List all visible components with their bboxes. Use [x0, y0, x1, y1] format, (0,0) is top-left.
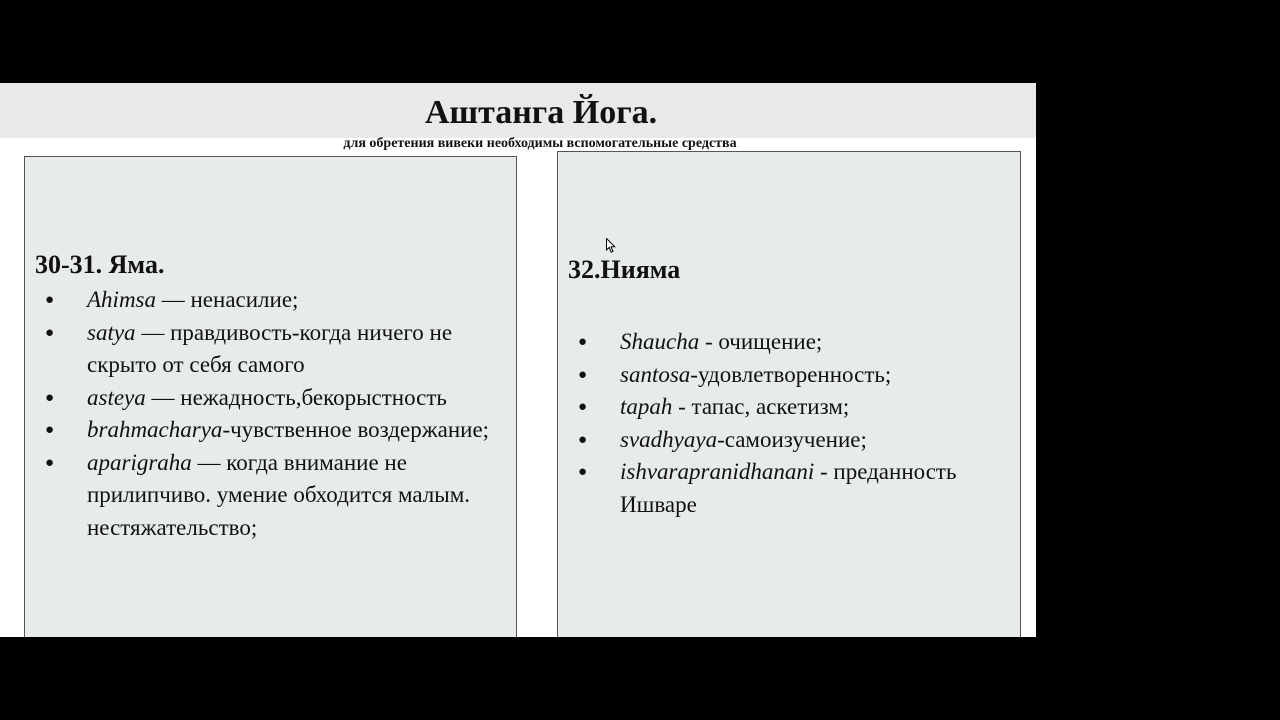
- item-term: svadhyaya: [620, 426, 718, 452]
- item-desc: - тапас, аскетизм;: [672, 394, 850, 419]
- list-item: [578, 424, 1020, 457]
- slide-title: Аштанга Йога.: [424, 94, 658, 131]
- list-item: [45, 414, 512, 447]
- item-term: Shaucha: [620, 329, 700, 354]
- bullet-icon: ●: [578, 366, 588, 383]
- item-term: brahmacharya: [87, 417, 223, 442]
- item-term: santosa: [620, 361, 691, 387]
- bullet-icon: ●: [45, 389, 55, 406]
- item-desc: - очищение;: [699, 329, 823, 354]
- item-desc: -удовлетворенность;: [690, 361, 892, 387]
- niyama-heading: 32.Нияма: [568, 255, 681, 284]
- list-item: [45, 447, 512, 545]
- bullet-icon: ●: [578, 464, 588, 480]
- list-item: [578, 326, 1020, 359]
- item-desc: — нежадность,бекорыстность: [145, 384, 447, 410]
- item-term: aparigraha: [87, 449, 192, 475]
- item-desc: — правдивость-когда ничего не скрыто от себя самого: [87, 319, 453, 377]
- bullet-icon: ●: [45, 292, 55, 308]
- niyama-list: [578, 326, 1020, 521]
- bullet-icon: ●: [578, 334, 588, 350]
- item-desc: -самоизучение;: [717, 426, 867, 452]
- item-desc: — ненасилие;: [156, 287, 299, 312]
- item-term: Ahimsa: [87, 287, 156, 312]
- bullet-icon: ●: [578, 399, 588, 415]
- slide-subtitle: для обретения вивеки необходимы вспомогательные средства: [343, 136, 737, 151]
- item-term: satya: [87, 319, 136, 345]
- niyama-panel: [557, 151, 1021, 637]
- list-item: [578, 391, 1020, 424]
- yama-list: [45, 284, 512, 544]
- item-desc: - преданность Ишваре: [620, 459, 957, 517]
- slide: [0, 83, 1036, 637]
- item-term: asteya: [87, 384, 146, 410]
- bullet-icon: ●: [45, 324, 55, 341]
- yama-panel: [24, 156, 517, 637]
- mouse-pointer-icon: [606, 238, 616, 254]
- list-item: [578, 359, 1020, 392]
- list-item: [578, 456, 1020, 521]
- item-desc: — когда внимание не прилипчиво. умение обходится малым. нестяжательство;: [87, 449, 471, 540]
- list-item: [45, 317, 512, 382]
- list-item: [45, 284, 512, 317]
- item-term: tapah: [620, 394, 673, 419]
- yama-heading: 30-31. Яма.: [35, 250, 165, 279]
- bullet-icon: ●: [45, 422, 55, 438]
- bullet-icon: ●: [578, 431, 588, 448]
- list-item: [45, 382, 512, 415]
- item-term: ishvarapranidhanani: [620, 459, 815, 484]
- bullet-icon: ●: [45, 454, 55, 471]
- item-desc: -чувственное воздержание;: [222, 417, 490, 442]
